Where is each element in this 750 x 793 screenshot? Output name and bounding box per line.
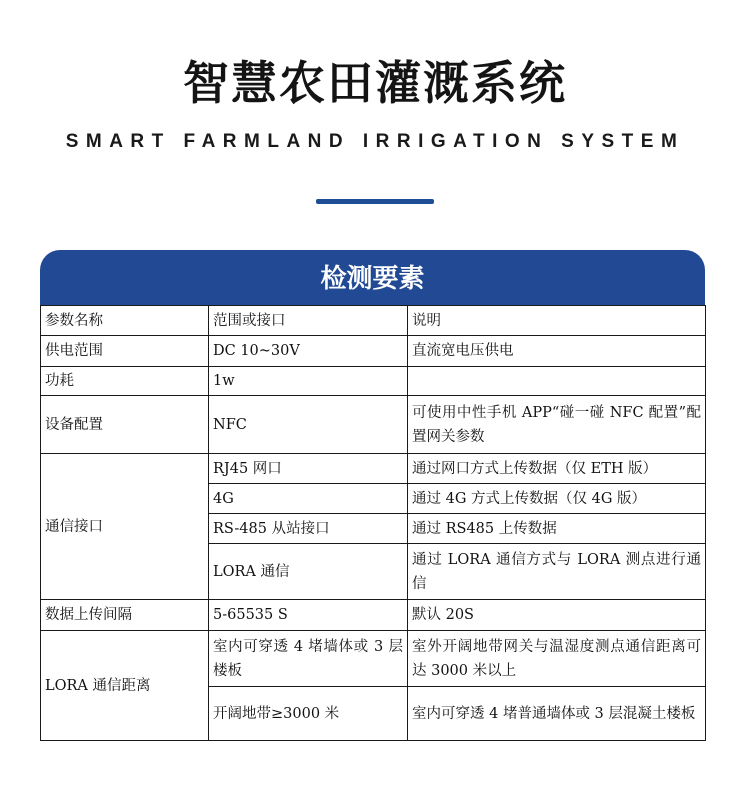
param-desc: 直流宽电压供电 — [408, 336, 706, 367]
param-name: 数据上传间隔 — [41, 600, 209, 631]
param-name: 供电范围 — [41, 336, 209, 367]
header-description: 说明 — [408, 306, 706, 336]
param-name: LORA 通信距离 — [41, 631, 209, 741]
param-range: 4G — [209, 484, 408, 514]
param-range: 1w — [209, 367, 408, 396]
title-divider — [316, 199, 434, 204]
param-desc: 可使用中性手机 APP“碰一碰 NFC 配置”配置网关参数 — [408, 396, 706, 454]
param-desc: 室内可穿透 4 堵普通墙体或 3 层混凝土楼板 — [408, 687, 706, 741]
param-desc: 通过 LORA 通信方式与 LORA 测点进行通信 — [408, 544, 706, 600]
param-desc: 通过 4G 方式上传数据（仅 4G 版） — [408, 484, 706, 514]
table-row — [41, 396, 706, 454]
page-title: 智慧农田灌溉系统 — [183, 56, 567, 110]
header-param-name: 参数名称 — [41, 306, 209, 336]
param-desc — [408, 367, 706, 396]
param-range: 开阔地带≥3000 米 — [209, 687, 408, 741]
table-row — [41, 367, 706, 396]
param-range: 室内可穿透 4 堵墙体或 3 层楼板 — [209, 631, 408, 687]
table-row — [41, 454, 706, 484]
param-range: LORA 通信 — [209, 544, 408, 600]
param-desc: 通过 RS485 上传数据 — [408, 514, 706, 544]
param-range: RS-485 从站接口 — [209, 514, 408, 544]
param-range: RJ45 网口 — [209, 454, 408, 484]
spec-table — [40, 305, 706, 741]
param-range: NFC — [209, 396, 408, 454]
table-row — [41, 600, 706, 631]
section-header: 检测要素 — [40, 250, 705, 305]
param-desc: 室外开阔地带网关与温湿度测点通信距离可达 3000 米以上 — [408, 631, 706, 687]
table-row — [41, 336, 706, 367]
header-range: 范围或接口 — [209, 306, 408, 336]
param-desc: 通过网口方式上传数据（仅 ETH 版） — [408, 454, 706, 484]
page-subtitle: SMART FARMLAND IRRIGATION SYSTEM — [65, 131, 685, 152]
param-range: 5-65535 S — [209, 600, 408, 631]
param-name: 设备配置 — [41, 396, 209, 454]
param-name: 功耗 — [41, 367, 209, 396]
param-name: 通信接口 — [41, 454, 209, 600]
param-desc: 默认 20S — [408, 600, 706, 631]
table-row — [41, 631, 706, 687]
param-range: DC 10~30V — [209, 336, 408, 367]
table-header-row — [41, 306, 706, 336]
